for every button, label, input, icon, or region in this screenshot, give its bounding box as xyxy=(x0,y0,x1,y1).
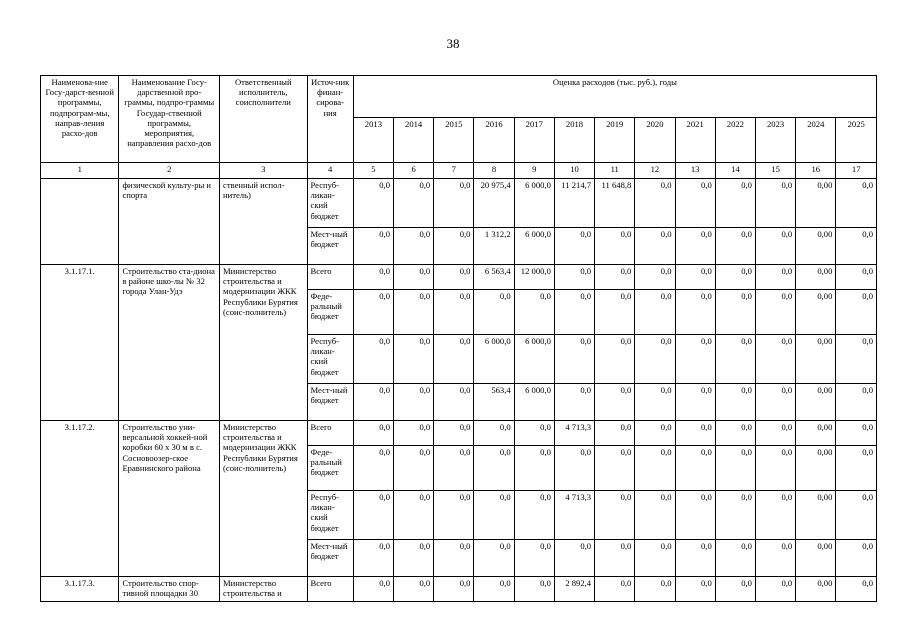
expense-value: 0,0 xyxy=(474,446,514,491)
expense-value: 0,0 xyxy=(394,179,434,228)
expense-value: 0,0 xyxy=(434,335,474,384)
expense-value: 0,0 xyxy=(675,421,715,446)
funding-source: Мест-ный бюджет xyxy=(307,540,353,577)
expense-value: 0,0 xyxy=(394,540,434,577)
expense-value: 0,0 xyxy=(394,228,434,265)
expense-value: 0,0 xyxy=(554,540,594,577)
expense-value: 0,0 xyxy=(474,421,514,446)
year-cell: 2018 xyxy=(554,118,594,163)
item-executor: Министерство строительства и xyxy=(220,577,308,602)
expense-value: 0,0 xyxy=(755,290,795,335)
expense-value: 0,0 xyxy=(353,265,393,290)
table-row xyxy=(41,179,877,228)
header-col2: Наименование Госу-дарственной про-граммы, подпро-граммы Государ-ственной программы, мероприятия, направления расхо-дов xyxy=(119,76,220,163)
expense-value: 0,0 xyxy=(474,491,514,540)
expense-value: 0,0 xyxy=(715,491,755,540)
item-executor: ственный испол-нитель) xyxy=(220,179,308,265)
expense-value: 0,0 xyxy=(554,384,594,421)
column-number: 9 xyxy=(514,163,554,179)
expense-value: 0,0 xyxy=(836,335,877,384)
expense-value: 0,0 xyxy=(514,577,554,602)
expense-value: 0,00 xyxy=(796,421,836,446)
expense-value: 4 713,3 xyxy=(554,491,594,540)
expense-value: 563,4 xyxy=(474,384,514,421)
expense-value: 0,0 xyxy=(394,290,434,335)
column-number: 15 xyxy=(755,163,795,179)
expense-value: 0,0 xyxy=(715,179,755,228)
expense-value: 0,0 xyxy=(635,228,675,265)
expense-value: 0,0 xyxy=(836,491,877,540)
item-name: Строительство ста-диона в районе шко-лы № 32 города Улан-Удэ xyxy=(119,265,220,421)
expense-value: 0,00 xyxy=(796,446,836,491)
expense-value: 0,0 xyxy=(675,228,715,265)
expense-value: 0,0 xyxy=(353,446,393,491)
expense-value: 0,0 xyxy=(554,335,594,384)
funding-source: Всего xyxy=(307,577,353,602)
expense-value: 0,0 xyxy=(394,335,434,384)
expense-value: 0,0 xyxy=(595,540,635,577)
page-number: 38 xyxy=(446,36,460,51)
expense-value: 0,0 xyxy=(755,384,795,421)
expense-value: 0,0 xyxy=(394,384,434,421)
item-code xyxy=(41,179,119,265)
expense-value: 0,0 xyxy=(595,446,635,491)
column-number: 8 xyxy=(474,163,514,179)
expense-value: 0,0 xyxy=(675,577,715,602)
column-number: 2 xyxy=(119,163,220,179)
expense-value: 0,0 xyxy=(675,290,715,335)
funding-source: Феде-ральный бюджет xyxy=(307,290,353,335)
expense-value: 0,0 xyxy=(514,491,554,540)
expense-value: 0,0 xyxy=(554,228,594,265)
expense-value: 0,0 xyxy=(474,540,514,577)
expense-value: 0,0 xyxy=(715,421,755,446)
column-number: 16 xyxy=(796,163,836,179)
expense-value: 0,0 xyxy=(675,265,715,290)
expense-value: 0,0 xyxy=(715,290,755,335)
year-cell: 2016 xyxy=(474,118,514,163)
year-cell: 2023 xyxy=(755,118,795,163)
expense-value: 0,0 xyxy=(715,540,755,577)
expense-value: 6 000,0 xyxy=(514,335,554,384)
column-number-row xyxy=(41,163,877,179)
expense-value: 0,0 xyxy=(434,265,474,290)
column-number: 3 xyxy=(220,163,308,179)
column-number: 17 xyxy=(836,163,877,179)
expense-value: 0,00 xyxy=(796,491,836,540)
year-cell: 2025 xyxy=(836,118,877,163)
expense-value: 0,0 xyxy=(675,384,715,421)
table-row xyxy=(41,421,877,446)
expense-value: 0,0 xyxy=(755,228,795,265)
expense-value: 4 713,3 xyxy=(554,421,594,446)
expense-value: 12 000,0 xyxy=(514,265,554,290)
year-cell: 2014 xyxy=(394,118,434,163)
expense-value: 0,0 xyxy=(836,540,877,577)
funding-source: Всего xyxy=(307,421,353,446)
expense-value: 11 214,7 xyxy=(554,179,594,228)
expense-value: 0,0 xyxy=(353,335,393,384)
column-number: 13 xyxy=(675,163,715,179)
expense-value: 0,0 xyxy=(474,290,514,335)
expense-value: 0,0 xyxy=(353,421,393,446)
expense-value: 0,0 xyxy=(434,540,474,577)
expense-value: 0,0 xyxy=(715,384,755,421)
column-number: 7 xyxy=(434,163,474,179)
expense-value: 0,0 xyxy=(635,179,675,228)
item-code: 3.1.17.2. xyxy=(41,421,119,577)
column-number: 6 xyxy=(394,163,434,179)
year-cell: 2020 xyxy=(635,118,675,163)
expense-value: 0,00 xyxy=(796,384,836,421)
item-code: 3.1.17.3. xyxy=(41,577,119,602)
expense-value: 0,0 xyxy=(434,577,474,602)
expense-value: 0,0 xyxy=(595,290,635,335)
year-cell: 2022 xyxy=(715,118,755,163)
expense-value: 0,00 xyxy=(796,577,836,602)
expense-value: 0,0 xyxy=(434,421,474,446)
expense-value: 0,0 xyxy=(675,446,715,491)
expense-value: 0,0 xyxy=(755,335,795,384)
expense-value: 0,0 xyxy=(595,491,635,540)
item-executor: Министерство строительства и модернизации ЖКК Республики Бурятия (соис-полнитель) xyxy=(220,265,308,421)
expense-value: 0,0 xyxy=(474,577,514,602)
expense-value: 0,0 xyxy=(715,228,755,265)
expense-value: 20 975,4 xyxy=(474,179,514,228)
year-cell: 2017 xyxy=(514,118,554,163)
column-number: 5 xyxy=(353,163,393,179)
expense-value: 0,0 xyxy=(836,290,877,335)
expense-value: 0,0 xyxy=(635,491,675,540)
expense-value: 0,0 xyxy=(635,446,675,491)
expense-value: 2 892,4 xyxy=(554,577,594,602)
expense-value: 0,0 xyxy=(595,384,635,421)
expense-value: 0,0 xyxy=(353,384,393,421)
expense-value: 0,0 xyxy=(635,421,675,446)
header-estimate: Оценка расходов (тыс. руб.), годы xyxy=(353,76,876,118)
table-row xyxy=(41,265,877,290)
column-number: 12 xyxy=(635,163,675,179)
expense-value: 0,0 xyxy=(434,384,474,421)
expense-value: 0,0 xyxy=(353,228,393,265)
expense-value: 6 563,4 xyxy=(474,265,514,290)
expense-value: 6 000,0 xyxy=(514,384,554,421)
expense-value: 0,0 xyxy=(755,577,795,602)
expense-value: 0,0 xyxy=(353,577,393,602)
expense-value: 6 000,0 xyxy=(514,228,554,265)
expense-value: 0,0 xyxy=(635,290,675,335)
expense-value: 0,0 xyxy=(836,384,877,421)
expense-value: 0,0 xyxy=(755,446,795,491)
expense-value: 0,0 xyxy=(595,228,635,265)
expense-value: 0,0 xyxy=(715,446,755,491)
year-cell: 2024 xyxy=(796,118,836,163)
funding-source: Всего xyxy=(307,265,353,290)
expense-value: 0,0 xyxy=(394,446,434,491)
expense-value: 0,00 xyxy=(796,540,836,577)
expense-value: 0,0 xyxy=(675,335,715,384)
expense-value: 0,0 xyxy=(836,265,877,290)
expense-value: 0,0 xyxy=(755,421,795,446)
expense-value: 0,0 xyxy=(595,265,635,290)
column-number: 1 xyxy=(41,163,119,179)
expense-value: 0,0 xyxy=(836,228,877,265)
expense-value: 0,0 xyxy=(755,179,795,228)
header-col1: Наименова-ние Госу-дарст-венной программы, подпрограм-мы, направ-ления расхо-дов xyxy=(41,76,119,163)
expense-value: 0,0 xyxy=(715,265,755,290)
year-cell: 2015 xyxy=(434,118,474,163)
expense-value: 0,0 xyxy=(434,446,474,491)
expense-value: 0,0 xyxy=(635,540,675,577)
expense-value: 0,0 xyxy=(514,540,554,577)
expense-value: 0,0 xyxy=(715,335,755,384)
expense-value: 0,0 xyxy=(353,179,393,228)
funding-source: Респуб-ликан-ский бюджет xyxy=(307,179,353,228)
expense-value: 0,0 xyxy=(755,491,795,540)
expense-value: 0,0 xyxy=(353,540,393,577)
expense-value: 0,00 xyxy=(796,179,836,228)
expense-value: 0,00 xyxy=(796,228,836,265)
expense-value: 0,0 xyxy=(554,265,594,290)
expense-value: 0,0 xyxy=(554,446,594,491)
expense-value: 0,0 xyxy=(635,577,675,602)
expense-value: 0,0 xyxy=(434,491,474,540)
column-number: 11 xyxy=(595,163,635,179)
header-col4: Источ-ник финан-сирова-ния xyxy=(307,76,353,163)
expense-value: 0,0 xyxy=(755,540,795,577)
funding-source: Мест-ный бюджет xyxy=(307,384,353,421)
expense-value: 0,0 xyxy=(675,491,715,540)
expense-value: 0,0 xyxy=(675,540,715,577)
funding-source: Респуб-ликан-ский бюджет xyxy=(307,491,353,540)
year-cell: 2019 xyxy=(595,118,635,163)
expense-value: 0,0 xyxy=(836,179,877,228)
expense-value: 6 000,0 xyxy=(514,179,554,228)
expense-value: 0,0 xyxy=(394,577,434,602)
expense-value: 0,0 xyxy=(836,446,877,491)
header-col3: Ответственный исполнитель, соисполнители xyxy=(220,76,308,163)
expense-value: 0,0 xyxy=(595,421,635,446)
column-number: 4 xyxy=(307,163,353,179)
year-cell: 2013 xyxy=(353,118,393,163)
table-row xyxy=(41,577,877,602)
expense-value: 1 312,2 xyxy=(474,228,514,265)
expense-value: 11 648,8 xyxy=(595,179,635,228)
expense-value: 0,0 xyxy=(755,265,795,290)
expense-value: 0,0 xyxy=(635,384,675,421)
item-name: Строительство уни-версальной хоккей-ной коробки 60 х 30 м в с. Сосновоозер-ское Еравнинского района xyxy=(119,421,220,577)
expense-value: 0,0 xyxy=(715,577,755,602)
funding-source: Мест-ный бюджет xyxy=(307,228,353,265)
expense-value: 0,0 xyxy=(554,290,594,335)
expense-value: 0,0 xyxy=(394,421,434,446)
expense-value: 0,00 xyxy=(796,290,836,335)
expense-value: 0,0 xyxy=(394,491,434,540)
expense-value: 0,0 xyxy=(675,179,715,228)
expense-value: 0,0 xyxy=(635,335,675,384)
expense-value: 0,0 xyxy=(514,421,554,446)
item-name: Строительство спор-тивной площадки 30 xyxy=(119,577,220,602)
expense-value: 0,0 xyxy=(514,446,554,491)
expense-value: 0,0 xyxy=(353,290,393,335)
column-number: 10 xyxy=(554,163,594,179)
expense-value: 0,0 xyxy=(434,179,474,228)
item-code: 3.1.17.1. xyxy=(41,265,119,421)
year-cell: 2021 xyxy=(675,118,715,163)
expense-value: 0,0 xyxy=(394,265,434,290)
expense-value: 0,0 xyxy=(635,265,675,290)
item-name: физической культу-ры и спорта xyxy=(119,179,220,265)
budget-table xyxy=(40,75,877,602)
expense-value: 0,0 xyxy=(434,228,474,265)
expense-value: 0,0 xyxy=(836,421,877,446)
expense-value: 0,0 xyxy=(434,290,474,335)
expense-value: 0,00 xyxy=(796,265,836,290)
item-executor: Министерство строительства и модернизации ЖКК Республики Бурятия (соис-полнитель) xyxy=(220,421,308,577)
expense-value: 0,0 xyxy=(595,577,635,602)
expense-value: 0,0 xyxy=(353,491,393,540)
expense-value: 0,0 xyxy=(836,577,877,602)
column-number: 14 xyxy=(715,163,755,179)
expense-value: 6 000,0 xyxy=(474,335,514,384)
expense-value: 0,0 xyxy=(595,335,635,384)
funding-source: Феде-ральный бюджет xyxy=(307,446,353,491)
funding-source: Респуб-ликан-ский бюджет xyxy=(307,335,353,384)
expense-value: 0,0 xyxy=(514,290,554,335)
expense-value: 0,00 xyxy=(796,335,836,384)
